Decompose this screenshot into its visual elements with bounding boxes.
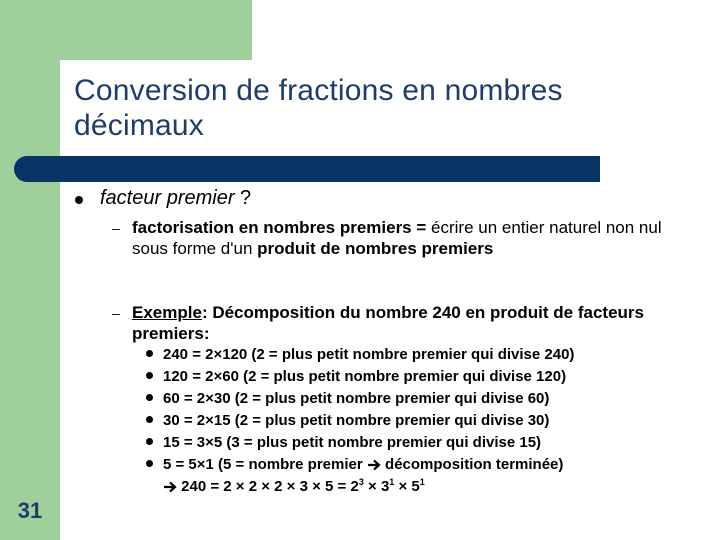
definition-term: factorisation en nombres premiers = [132, 218, 432, 237]
step-line: 60 = 2×30 (2 = plus petit nombre premier qui divise 60) [163, 390, 550, 407]
arrow-right-icon [367, 459, 381, 471]
dash-icon: – [112, 305, 120, 321]
result-exponent: 1 [389, 477, 395, 487]
step-bullet-icon [146, 416, 153, 423]
definition-body: écrire un entier naturel non nul sous forme d'un [132, 218, 662, 258]
slide-title: Conversion de fractions en nombres décimaux [74, 74, 563, 142]
definition-text [132, 217, 672, 259]
slide-number: 31 [17, 498, 43, 523]
dash-icon: – [112, 220, 120, 236]
example-text [132, 302, 672, 344]
definition-emphasis: produit de nombres premiers [257, 239, 494, 258]
result-exponent: 1 [419, 477, 425, 487]
final-step-before: 5 = 5×1 (5 = nombre premier [163, 456, 367, 473]
step-line: 15 = 3×5 (3 = plus petit nombre premier qui divise 15) [163, 434, 542, 451]
step-line: 240 = 2×120 (2 = plus petit nombre premier qui divise 240) [163, 346, 575, 363]
top-green-band [0, 0, 252, 60]
final-step-after: décomposition terminée) [380, 456, 564, 473]
bullet-icon [75, 196, 83, 204]
left-green-band [0, 0, 60, 540]
step-line: 30 = 2×15 (2 = plus petit nombre premier qui divise 30) [163, 412, 550, 429]
result-exponent: 3 [358, 477, 364, 487]
step-bullet-icon [146, 350, 153, 357]
title-divider-bar [14, 156, 600, 182]
step-bullet-icon [146, 372, 153, 379]
result-mid: × 5 [394, 478, 420, 495]
result-lhs: 240 = 2 × 2 × 2 × 3 × 5 = 2 [177, 478, 359, 495]
bullet-label: facteur premier [100, 187, 235, 209]
step-line-final [163, 455, 563, 474]
result-mid: × 3 [363, 478, 390, 495]
step-bullet-icon [146, 460, 153, 467]
step-bullet-icon [146, 394, 153, 401]
step-line: 120 = 2×60 (2 = plus petit nombre premier qui divise 120) [163, 368, 567, 385]
step-bullet-icon [146, 438, 153, 445]
bullet-facteur-premier [100, 187, 251, 210]
bullet-suffix: ? [234, 187, 252, 209]
example-label: Exemple [132, 303, 202, 322]
result-line [163, 477, 425, 496]
example-body: : Décomposition du nombre 240 en produit de facteurs premiers: [132, 303, 644, 343]
arrow-right-icon [163, 481, 177, 493]
